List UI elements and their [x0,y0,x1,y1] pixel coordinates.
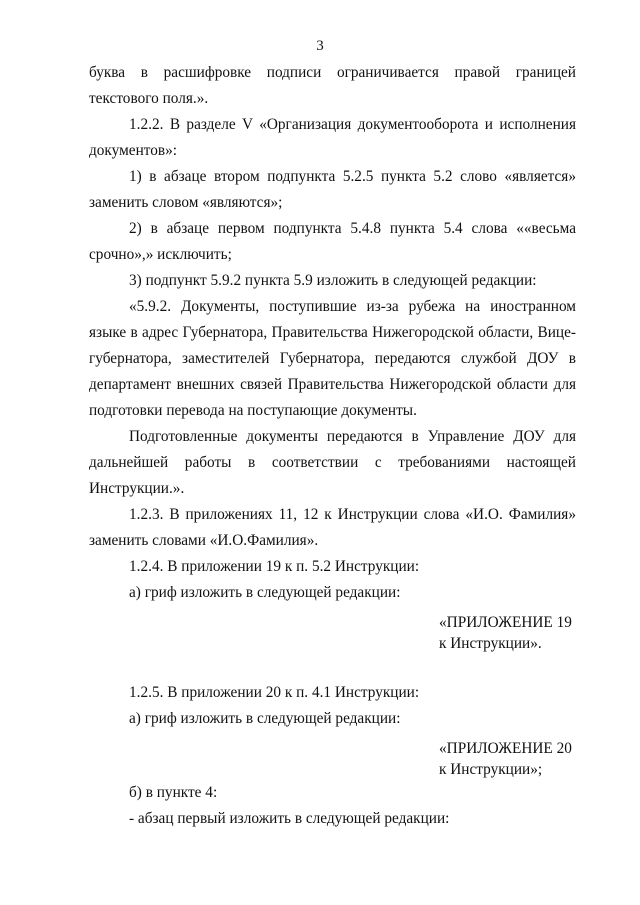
grif-appendix-20 [89,738,576,780]
paragraph-1-2-4: 1.2.4. В приложении 19 к п. 5.2 Инструкции: [129,558,420,575]
paragraph-item-3: 3) подпункт 5.9.2 пункта 5.9 изложить в следующей редакции: [129,272,537,289]
paragraph-first-abzac: - абзац первый изложить в следующей редакции: [129,810,450,827]
grif-appendix-20-line-2: к Инструкции»; [439,761,543,778]
paragraph-item-2: 2) в абзаце первом подпункта 5.4.8 пункта 5.4 слова ««весьма срочно»,» исключить; [89,220,576,263]
paragraph-grif-a-19: а) гриф изложить в следующей редакции: [129,584,401,601]
document-body [89,60,576,832]
paragraph-item-1: 1) в абзаце втором подпункта 5.2.5 пункта 5.2 слово «является» заменить словом «являются»; [89,168,576,211]
paragraph-prepared-documents: Подготовленные документы передаются в Управление ДОУ для дальнейшей работы в соответствии с требованиями настоящей Инструкции.». [89,428,576,497]
spacer [89,654,576,680]
paragraph-1-2-5: 1.2.5. В приложении 20 к п. 4.1 Инструкции: [129,684,420,701]
page-number: 3 [316,38,324,54]
grif-appendix-19-line-2: к Инструкции». [439,635,542,652]
paragraph-grif-a-20: а) гриф изложить в следующей редакции: [129,710,401,727]
grif-appendix-19 [89,612,576,654]
paragraph-1-2-3: 1.2.3. В приложениях 11, 12 к Инструкции слова «И.О. Фамилия» заменить словами «И.О.Фамилия». [89,506,576,549]
paragraph-1-2-2: 1.2.2. В разделе V «Организация документооборота и исполнения документов»: [89,116,576,159]
paragraph-5-9-2: «5.9.2. Документы, поступившие из-за рубежа на иностранном языке в адрес Губернатора, Правительства Нижегородской области, Вице-губернатора, заместителей Губернатора, передаются службой ДОУ в департамент внешних связей Правительства Нижегородской области для подготовки перевода на поступающие документы. [89,298,576,419]
grif-appendix-19-line-1: «ПРИЛОЖЕНИЕ 19 [439,614,572,631]
grif-appendix-20-line-1: «ПРИЛОЖЕНИЕ 20 [439,740,572,757]
paragraph-item-b: б) в пункте 4: [129,784,218,801]
paragraph-continuation: буква в расшифровке подписи ограничивается правой границей текстового поля.». [89,64,576,107]
